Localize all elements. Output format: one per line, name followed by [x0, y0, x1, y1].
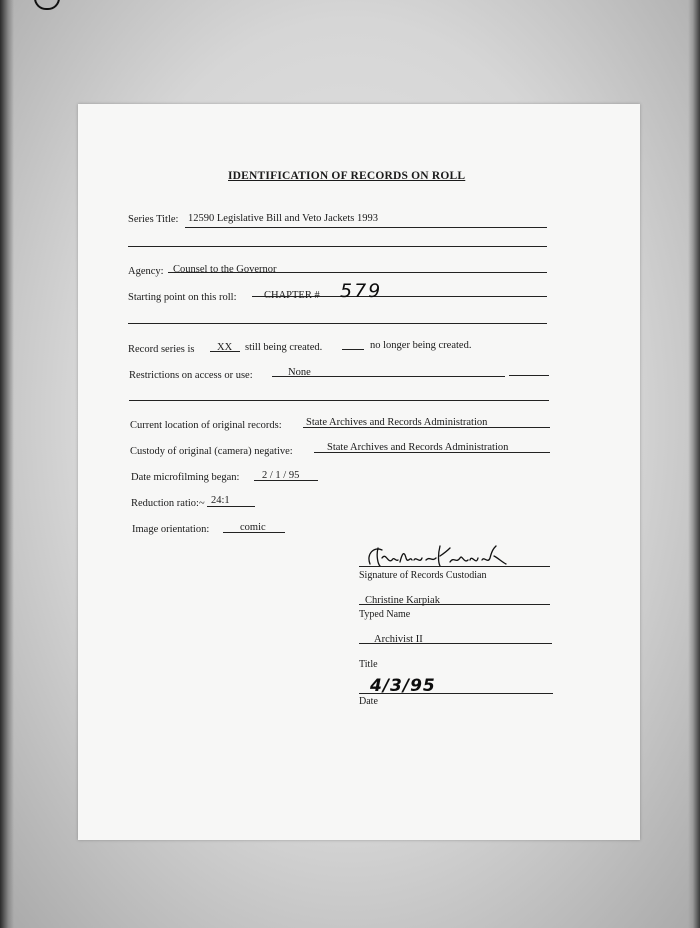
signature-line: [359, 566, 550, 567]
film-edge-right: [688, 0, 700, 928]
records-form-page: [78, 104, 640, 840]
series-title-label: Series Title:: [128, 214, 179, 225]
current-location-value: State Archives and Records Administration: [306, 417, 488, 428]
restrictions-line-2: [129, 400, 549, 401]
date-handwritten: 4/3/95: [370, 676, 436, 696]
series-title-line: [185, 227, 547, 228]
chapter-label: CHAPTER #: [264, 290, 320, 301]
current-location-label: Current location of original records:: [130, 420, 282, 431]
agency-label: Agency:: [128, 266, 164, 277]
restrictions-value: None: [288, 367, 311, 378]
image-orientation-label: Image orientation:: [132, 524, 210, 535]
typed-name-value: Christine Karpiak: [365, 595, 440, 606]
date-label: Date: [359, 696, 378, 707]
title-value: Archivist II: [374, 634, 423, 645]
date-began-value: 2 / 1 / 95: [262, 470, 300, 481]
series-title-line-2: [128, 246, 547, 247]
reduction-ratio-value: 24:1: [211, 495, 230, 506]
still-being-created-mark: XX: [217, 342, 233, 353]
series-title-value: 12590 Legislative Bill and Veto Jackets 1993: [188, 213, 378, 224]
starting-point-label: Starting point on this roll:: [128, 292, 237, 303]
title-label: Title: [359, 659, 378, 670]
still-being-created-text: still being created.: [245, 342, 323, 353]
chapter-number-handwritten: 579: [340, 280, 383, 302]
typed-name-label: Typed Name: [359, 609, 411, 620]
no-longer-mark-line: [342, 349, 364, 350]
form-title: IDENTIFICATION OF RECORDS ON ROLL: [228, 170, 466, 182]
reduction-ratio-label: Reduction ratio:~: [131, 498, 205, 509]
starting-point-line-2: [128, 323, 547, 324]
custodian-signature: [364, 540, 514, 572]
custody-value: State Archives and Records Administration: [327, 442, 509, 453]
agency-value: Counsel to the Governor: [173, 264, 277, 275]
image-orientation-value: comic: [240, 522, 266, 533]
signature-label: Signature of Records Custodian: [359, 570, 487, 581]
record-series-label: Record series is: [128, 344, 195, 355]
restrictions-label: Restrictions on access or use:: [129, 370, 253, 381]
date-began-label: Date microfilming began:: [131, 472, 240, 483]
restrictions-line-end: [509, 375, 549, 376]
film-edge-left: [0, 0, 14, 928]
reduction-ratio-line: [207, 506, 255, 507]
no-longer-being-created-text: no longer being created.: [370, 340, 472, 351]
custody-label: Custody of original (camera) negative:: [130, 446, 293, 457]
